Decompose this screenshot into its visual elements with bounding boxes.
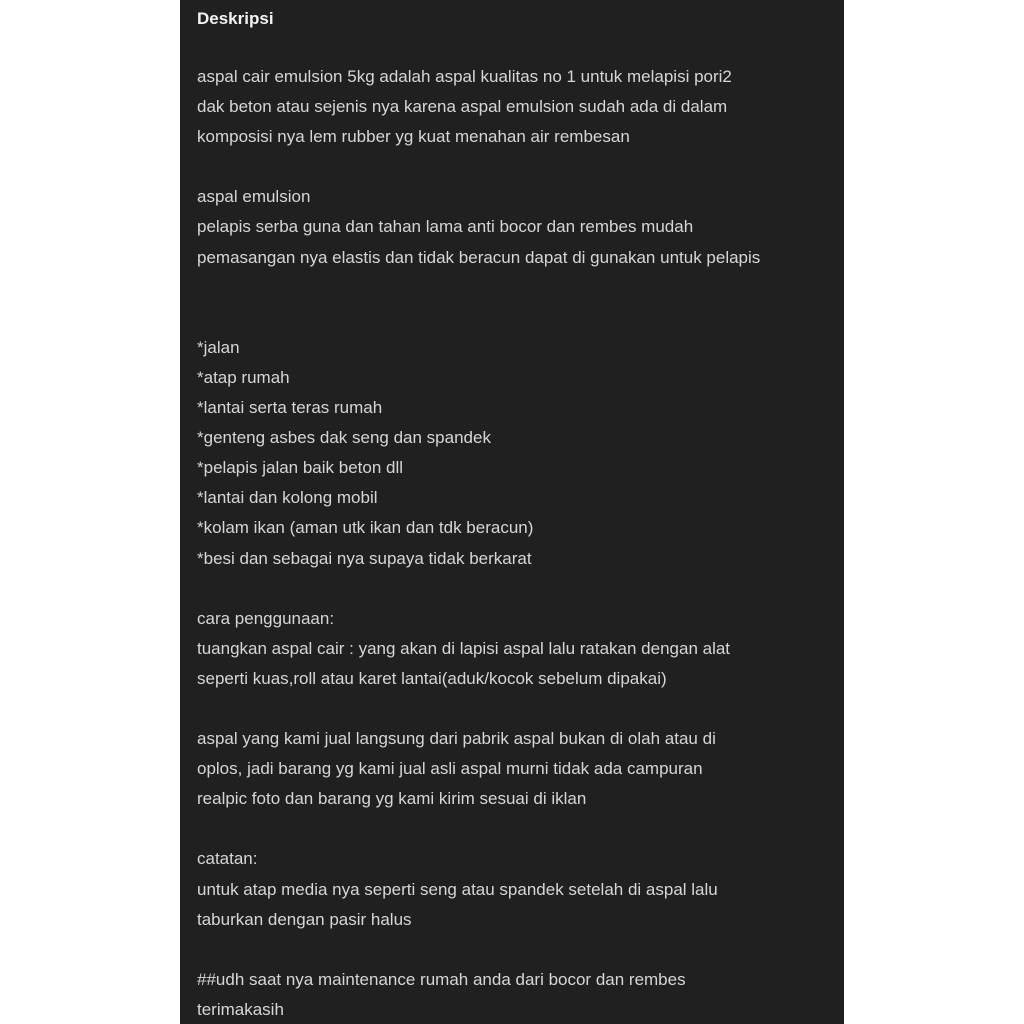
description-line: aspal yang kami jual langsung dari pabrik aspal bukan di olah atau di <box>197 729 716 749</box>
description-line: seperti kuas,roll atau karet lantai(aduk/kocok sebelum dipakai) <box>197 668 667 688</box>
description-line: aspal emulsion <box>197 187 311 207</box>
description-line <box>197 303 844 333</box>
description-text <box>197 62 844 1024</box>
description-line <box>197 152 844 182</box>
description-line: dak beton atau sejenis nya karena aspal emulsion sudah ada di dalam <box>197 97 728 117</box>
description-line <box>197 273 844 303</box>
description-line: ##udh saat nya maintenance rumah anda dari bocor dan rembes <box>197 969 686 989</box>
description-line: terimakasih <box>197 999 284 1019</box>
description-line: cara penggunaan: <box>197 608 335 628</box>
description-line: *besi dan sebagai nya supaya tidak berkarat <box>197 548 532 568</box>
description-line: aspal cair emulsion 5kg adalah aspal kualitas no 1 untuk melapisi pori2 <box>197 67 732 86</box>
description-line: *atap rumah <box>197 367 290 387</box>
description-line <box>197 935 844 965</box>
description-panel <box>180 0 844 1024</box>
description-line: taburkan dengan pasir halus <box>197 909 412 929</box>
description-line <box>197 574 844 604</box>
description-line: *kolam ikan (aman utk ikan dan tdk beracun) <box>197 518 534 538</box>
description-line: *lantai serta teras rumah <box>197 398 383 418</box>
description-line: *jalan <box>197 337 240 357</box>
description-line: untuk atap media nya seperti seng atau spandek setelah di aspal lalu <box>197 879 718 899</box>
section-title: Deskripsi <box>197 9 274 28</box>
description-line <box>197 814 844 844</box>
description-line: pelapis serba guna dan tahan lama anti bocor dan rembes mudah <box>197 217 694 237</box>
description-line: komposisi nya lem rubber yg kuat menahan air rembesan <box>197 127 630 147</box>
description-line: catatan: <box>197 849 258 869</box>
description-line: tuangkan aspal cair : yang akan di lapisi aspal lalu ratakan dengan alat <box>197 638 731 658</box>
description-line <box>197 694 844 724</box>
description-line: realpic foto dan barang yg kami kirim sesuai di iklan <box>197 789 587 809</box>
description-line: *lantai dan kolong mobil <box>197 488 378 508</box>
description-line: *genteng asbes dak seng dan spandek <box>197 428 491 448</box>
description-line: *pelapis jalan baik beton dll <box>197 458 404 478</box>
description-line: pemasangan nya elastis dan tidak beracun dapat di gunakan untuk pelapis <box>197 247 761 267</box>
description-line: oplos, jadi barang yg kami jual asli aspal murni tidak ada campuran <box>197 759 703 779</box>
